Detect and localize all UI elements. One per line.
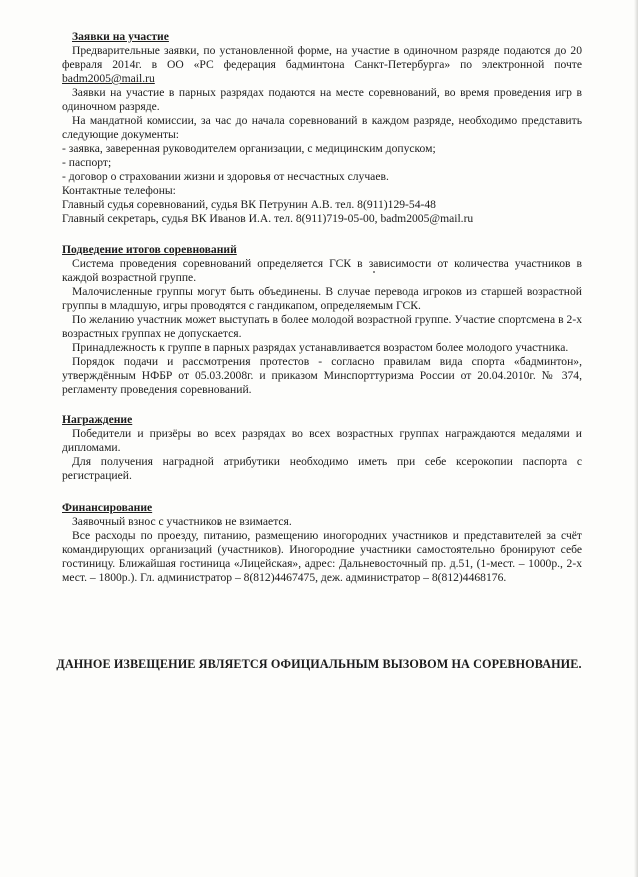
official-notice: ДАННОЕ ИЗВЕЩЕНИЕ ЯВЛЯЕТСЯ ОФИЦИАЛЬНЫМ ВЫЗОВОМ НА СОРЕВНОВАНИЕ.: [56, 657, 582, 671]
paragraph-text: Предварительные заявки, по установленной форме, на участие в одиночном разряде подаются до 20 февраля 2014г. в ОО «РС федерация бадминтона Санкт-Петербурга» по электронной почте: [62, 44, 582, 71]
paragraph: На мандатной комиссии, за час до начала соревнований в каждом разряде, необходимо представить следующие документы:: [62, 114, 582, 141]
paragraph: Порядок подачи и рассмотрения протестов - согласно правилам вида спорта «бадминтон», утверждённым НФБР от 05.03.2008г. и приказом Минспорттуризма России от 20.04.2010г. № 374, регламенту проведения соревнований.: [62, 355, 582, 396]
paragraph: [62, 44, 582, 86]
paragraph: Победители и призёры во всех разрядах во всех возрастных группах награждаются медалями и дипломами.: [62, 427, 582, 454]
contact-line: Главный судья соревнований, судья ВК Петрунин А.В. тел. 8(911)129-54-48: [62, 198, 436, 211]
section-results: [62, 243, 582, 397]
list-item: - паспорт;: [62, 156, 112, 169]
paragraph: Все расходы по проезду, питанию, размещению иногородних участников и представителей за счёт командирующих организаций (участников). Иногородние участники самостоятельно бронируют себе гостиницу. Ближайшая гостиница «Лицейская», адрес: Дальневосточный пр. д.51, (1-мест. – 1000р., 2-х мест. – 1800р.). Гл. администратор – 8(812)4467475, деж. администратор – 8(812)4468176.: [62, 529, 582, 584]
list-item: - заявка, заверенная руководителем организации, с медицинским допуском;: [62, 142, 436, 155]
section-title: Награждение: [62, 413, 133, 426]
list-item: - договор о страховании жизни и здоровья от несчастных случаев.: [62, 170, 389, 183]
section-applications: [62, 30, 582, 226]
section-finance: [62, 501, 582, 585]
document-body: [62, 30, 582, 585]
section-awards: [62, 413, 582, 483]
section-title: Подведение итогов соревнований: [62, 243, 237, 256]
paragraph: Малочисленные группы могут быть объединены. В случае перевода игроков из старшей возрастной группы в младшую, игры проводятся с гандикапом, определяемым ГСК.: [62, 285, 582, 312]
paragraph: По желанию участник может выступать в более молодой возрастной группе. Участие спортсмена в 2-х возрастных группах не допускается.: [62, 313, 582, 340]
section-title: Заявки на участие: [72, 30, 169, 43]
contact-line: Главный секретарь, судья ВК Иванов И.А. тел. 8(911)719-05-00, badm2005@mail.ru: [62, 212, 474, 225]
contacts-label: Контактные телефоны:: [62, 184, 176, 197]
paragraph: Для получения наградной атрибутики необходимо иметь при себе ксерокопии паспорта с регистрацией.: [62, 455, 582, 482]
email-link[interactable]: badm2005@mail.ru: [62, 72, 155, 85]
section-title: Финансирование: [62, 501, 153, 514]
paragraph: Принадлежность к группе в парных разрядах устанавливается возрастом более молодого участника.: [72, 341, 569, 354]
scan-edge-shadow: [634, 0, 638, 877]
paragraph: Заявки на участие в парных разрядах подаются на месте соревнований, во время проведения игр в одиночном разряде.: [62, 86, 582, 113]
paragraph: Система проведения соревнований определяется ГСК в зависимости от количества участников в каждой возрастной группе.: [62, 257, 582, 284]
paragraph: Заявочный взнос с участников не взимается.: [72, 515, 292, 528]
